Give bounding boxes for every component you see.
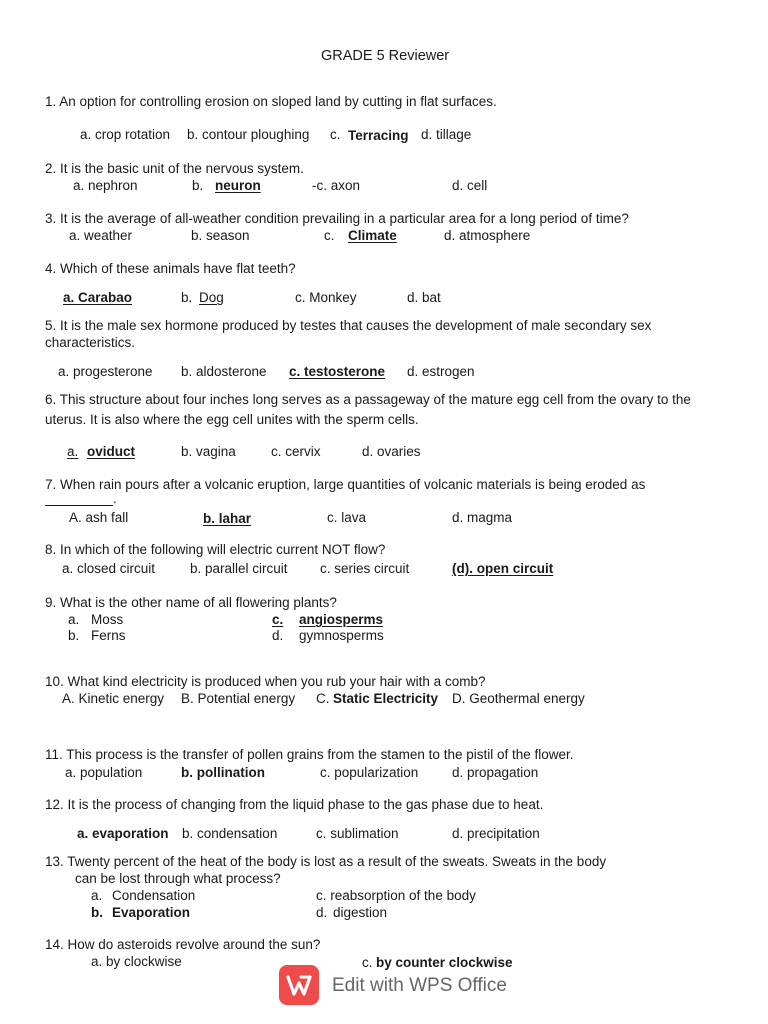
edit-with-wps-link[interactable]: Edit with WPS Office [332, 975, 507, 996]
q6-option-a-letter: a. [67, 444, 79, 459]
question-8: 8. In which of the following will electric current NOT flow? [45, 542, 386, 557]
question-14: 14. How do asteroids revolve around the sun? [45, 937, 321, 952]
q4-option-b-letter: b. [181, 290, 193, 305]
wps-logo-icon[interactable] [279, 965, 319, 1005]
question-13-line-1: 13. Twenty percent of the heat of the body is lost as a result of the sweats. Sweats in the body [45, 854, 607, 869]
q13-option-b-letter: b. [91, 905, 103, 920]
q6-option-b: b. vagina [181, 444, 236, 459]
q5-option-c-answer: c. testosterone [289, 364, 386, 379]
q6-option-d: d. ovaries [362, 444, 421, 459]
q7-blank-period: . [113, 491, 117, 506]
q8-option-c: c. series circuit [320, 561, 410, 576]
q10-option-a: A. Kinetic energy [62, 691, 165, 706]
q10-option-b: B. Potential energy [181, 691, 296, 706]
q9-option-d: gymnosperms [299, 628, 384, 643]
question-2: 2. It is the basic unit of the nervous system. [45, 161, 304, 176]
q13-option-a: Condensation [112, 888, 196, 903]
q1-option-c-answer: Terracing [348, 128, 409, 143]
q5-option-b: b. aldosterone [181, 364, 267, 379]
q12-option-c: c. sublimation [316, 826, 399, 841]
q4-option-d: d. bat [407, 290, 441, 305]
question-9: 9. What is the other name of all flowering plants? [45, 595, 337, 610]
question-6-line-1: 6. This structure about four inches long serves as a passageway of the mature egg cell from the ovary to the [45, 392, 691, 407]
q3-option-b: b. season [191, 228, 250, 243]
q13-option-b-answer: Evaporation [112, 905, 191, 920]
q14-option-a: a. by clockwise [91, 954, 182, 969]
q11-option-b-answer: b. pollination [181, 765, 265, 780]
q2-option-c: -c. axon [312, 178, 361, 193]
q1-option-b: b. contour ploughing [187, 127, 310, 142]
q4-option-b: Dog [199, 290, 224, 305]
q9-option-a: Moss [91, 612, 124, 627]
q2-option-b-letter: b. [192, 178, 204, 193]
question-4: 4. Which of these animals have flat teeth? [45, 261, 296, 276]
q12-option-d: d. precipitation [452, 826, 540, 841]
question-10: 10. What kind electricity is produced when you rub your hair with a comb? [45, 674, 486, 689]
q7-option-d: d. magma [452, 510, 513, 525]
q11-option-c: c. popularization [320, 765, 419, 780]
q9-option-b-letter: b. [68, 628, 80, 643]
question-13-line-2: can be lost through what process? [75, 871, 281, 886]
q6-option-c: c. cervix [271, 444, 321, 459]
q1-option-a: a. crop rotation [80, 127, 171, 142]
q7-option-b-answer: b. lahar [203, 511, 252, 526]
q3-option-c-letter: c. [324, 228, 335, 243]
q1-option-c-letter: c. [330, 127, 341, 142]
question-12: 12. It is the process of changing from the liquid phase to the gas phase due to heat. [45, 797, 544, 812]
q7-option-a: A. ash fall [69, 510, 129, 525]
q13-option-d: digestion [333, 905, 388, 920]
question-7: 7. When rain pours after a volcanic eruption, large quantities of volcanic materials is being eroded as [45, 477, 646, 492]
q4-option-a-answer: a. Carabao [63, 290, 133, 305]
question-5-line-2: characteristics. [45, 335, 136, 350]
q5-option-d: d. estrogen [407, 364, 475, 379]
q9-option-c-letter: c. [272, 612, 284, 627]
question-6-line-2: uterus. It is also where the egg cell unites with the sperm cells. [45, 412, 419, 427]
q7-option-c: c. lava [327, 510, 367, 525]
q2-option-a: a. nephron [73, 178, 138, 193]
q2-option-b-answer: neuron [215, 178, 261, 193]
question-1: 1. An option for controlling erosion on sloped land by cutting in flat surfaces. [45, 94, 497, 109]
q1-option-d: d. tillage [421, 127, 472, 142]
q11-option-a: a. population [65, 765, 143, 780]
question-5-line-1: 5. It is the male sex hormone produced by testes that causes the development of male secondary sex [45, 318, 652, 333]
q13-option-d-letter: d. [316, 905, 328, 920]
q14-option-c-answer: by counter clockwise [376, 955, 513, 970]
q12-option-b: b. condensation [182, 826, 278, 841]
question-3: 3. It is the average of all-weather condition prevailing in a particular area for a long period of time? [45, 211, 629, 226]
q2-option-d: d. cell [452, 178, 488, 193]
q3-option-a: a. weather [69, 228, 133, 243]
q7-answer-blank [45, 505, 113, 506]
q3-option-c-answer: Climate [348, 228, 397, 243]
q13-option-a-letter: a. [91, 888, 103, 903]
q11-option-d: d. propagation [452, 765, 539, 780]
q8-option-b: b. parallel circuit [190, 561, 288, 576]
q9-option-d-letter: d. [272, 628, 284, 643]
q10-option-c-letter: C. [316, 691, 330, 706]
q10-option-d: D. Geothermal energy [452, 691, 585, 706]
q6-option-a-answer: oviduct [87, 444, 136, 459]
q5-option-a: a. progesterone [58, 364, 153, 379]
q12-option-a-answer: a. evaporation [77, 826, 169, 841]
q14-option-c-letter: c. [362, 955, 373, 970]
q8-option-a: a. closed circuit [62, 561, 156, 576]
page-title: GRADE 5 Reviewer [321, 48, 450, 64]
question-11: 11. This process is the transfer of pollen grains from the stamen to the pistil of the flower. [45, 747, 574, 762]
q13-option-c: c. reabsorption of the body [316, 888, 476, 903]
q9-option-c-answer: angiosperms [299, 612, 384, 627]
q8-option-d-answer: (d). open circuit [452, 561, 554, 576]
q9-option-a-letter: a. [68, 612, 80, 627]
q4-option-c: c. Monkey [295, 290, 357, 305]
q9-option-b: Ferns [91, 628, 126, 643]
q10-option-c-answer: Static Electricity [333, 691, 439, 706]
q3-option-d: d. atmosphere [444, 228, 531, 243]
